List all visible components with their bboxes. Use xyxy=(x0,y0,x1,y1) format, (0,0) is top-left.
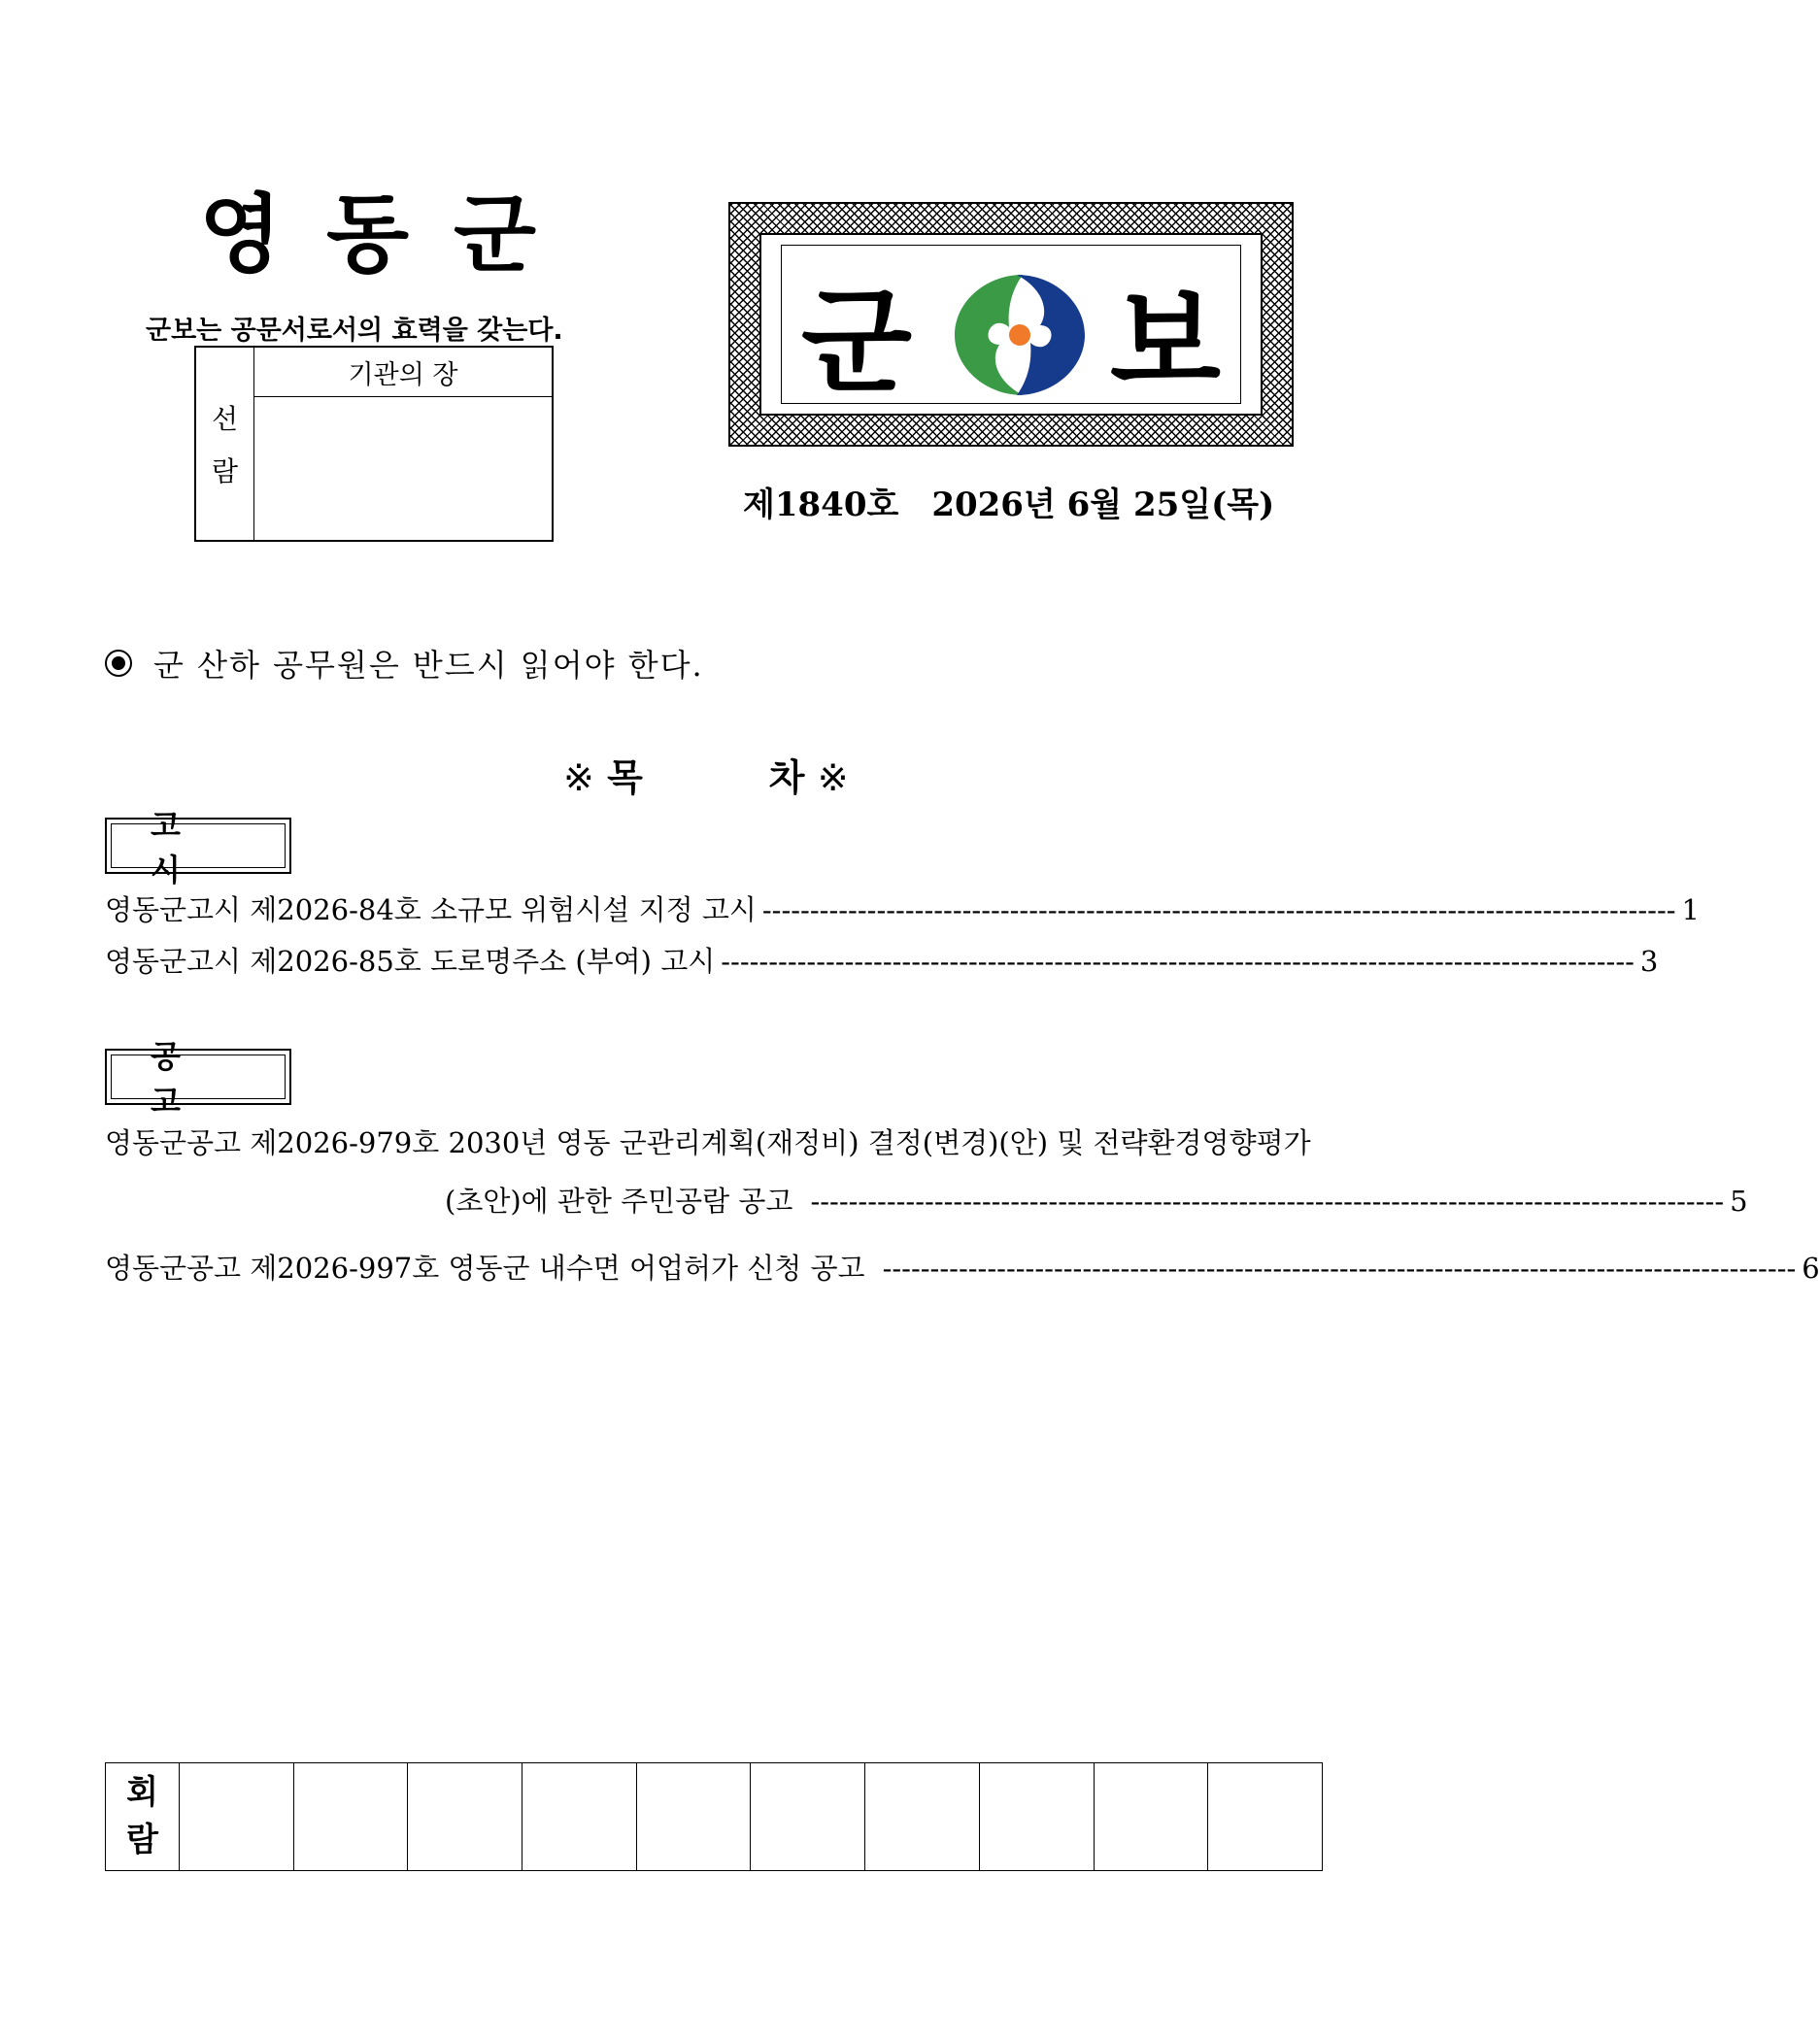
bullet-icon xyxy=(105,650,132,677)
toc-mark-left: ※ xyxy=(563,756,594,799)
circulation-table xyxy=(105,1762,1323,1871)
signature-cell[interactable] xyxy=(180,1763,294,1871)
signature-cell[interactable] xyxy=(1208,1763,1323,1871)
toc-entry-page: 3 xyxy=(1639,945,1659,978)
masthead-left-char: 군 xyxy=(801,275,912,409)
toc-entry-page: 5 xyxy=(1730,1185,1748,1218)
signature-cell[interactable] xyxy=(865,1763,980,1871)
circulation-label xyxy=(106,1763,180,1871)
toc-leader: ------------------------------------------------------------------------------------------------ xyxy=(721,945,1635,978)
signature-cell[interactable] xyxy=(751,1763,865,1871)
toc-entry-text: 영동군공고 제2026-979호 2030년 영동 군관리계획(재정비) 결정(변경)(안) 및 전략환경영향평가 xyxy=(105,1126,1311,1159)
toc-entry[interactable] xyxy=(105,1247,1820,1287)
toc-leader: ------------------------------------------------------------------------------------------------ xyxy=(761,893,1676,926)
signature-cell[interactable] xyxy=(636,1763,751,1871)
toc-title xyxy=(563,748,849,801)
masthead-frame xyxy=(759,233,1263,416)
masthead xyxy=(728,202,1294,447)
toc-leader: ------------------------------------------------------------------------------------------------ xyxy=(882,1252,1797,1285)
yeongdong-emblem-icon xyxy=(947,267,1093,403)
notice-text: 군 산하 공무원은 반드시 읽어야 한다. xyxy=(153,647,704,684)
toc-entry-page: 1 xyxy=(1681,893,1700,926)
toc-entry-text-continued: (초안)에 관한 주민공람 공고 xyxy=(445,1185,793,1218)
circulation-label-top: 회 xyxy=(126,1772,158,1812)
masthead-inner-frame xyxy=(781,245,1241,409)
section-label-announcement xyxy=(105,1038,291,1120)
review-box xyxy=(194,346,554,542)
signature-cell[interactable] xyxy=(522,1763,637,1871)
toc-title-left: 목 xyxy=(607,756,643,799)
toc-entry-text: 영동군고시 제2026-85호 도로명주소 (부여) 고시 xyxy=(105,945,716,978)
toc-entry-text: 영동군고시 제2026-84호 소규모 위험시설 지정 고시 xyxy=(105,893,757,926)
notice xyxy=(105,641,704,686)
legal-note: 군보는 공문서로서의 효력을 갖는다. xyxy=(146,316,563,346)
signature-cell[interactable] xyxy=(979,1763,1094,1871)
toc-title-right: 차 xyxy=(768,756,805,799)
signature-cell[interactable] xyxy=(293,1763,408,1871)
toc-entry-page: 6 xyxy=(1802,1252,1820,1285)
toc-entry[interactable] xyxy=(105,1121,1311,1161)
section-label-text: 고시 xyxy=(111,823,286,868)
signature-cell[interactable] xyxy=(1094,1763,1208,1871)
review-side-top: 선 xyxy=(211,403,239,435)
circulation-label-bottom: 람 xyxy=(126,1821,158,1859)
toc-mark-right: ※ xyxy=(817,756,849,799)
section-label-text: 공고 xyxy=(111,1054,286,1099)
toc-leader: ------------------------------------------------------------------------------------------------ xyxy=(810,1185,1725,1218)
issue-line xyxy=(743,478,1274,525)
review-side-bottom: 람 xyxy=(211,455,239,487)
org-title: 영동군 xyxy=(199,184,582,285)
masthead-right-char: 보 xyxy=(1110,275,1221,409)
section-label-notice xyxy=(105,807,291,888)
toc-entry[interactable] xyxy=(105,888,1700,928)
issue-date: 2026년 6월 25일(목) xyxy=(931,485,1275,524)
review-box-side xyxy=(196,348,254,540)
toc-entry-continued[interactable] xyxy=(445,1180,1748,1220)
signature-cell[interactable] xyxy=(408,1763,522,1871)
toc-entry-text: 영동군공고 제2026-997호 영동군 내수면 어업허가 신청 공고 xyxy=(105,1252,865,1285)
toc-entry[interactable] xyxy=(105,940,1659,980)
review-box-head: 기관의 장 xyxy=(254,348,552,397)
issue-number: 제1840호 xyxy=(743,485,899,524)
